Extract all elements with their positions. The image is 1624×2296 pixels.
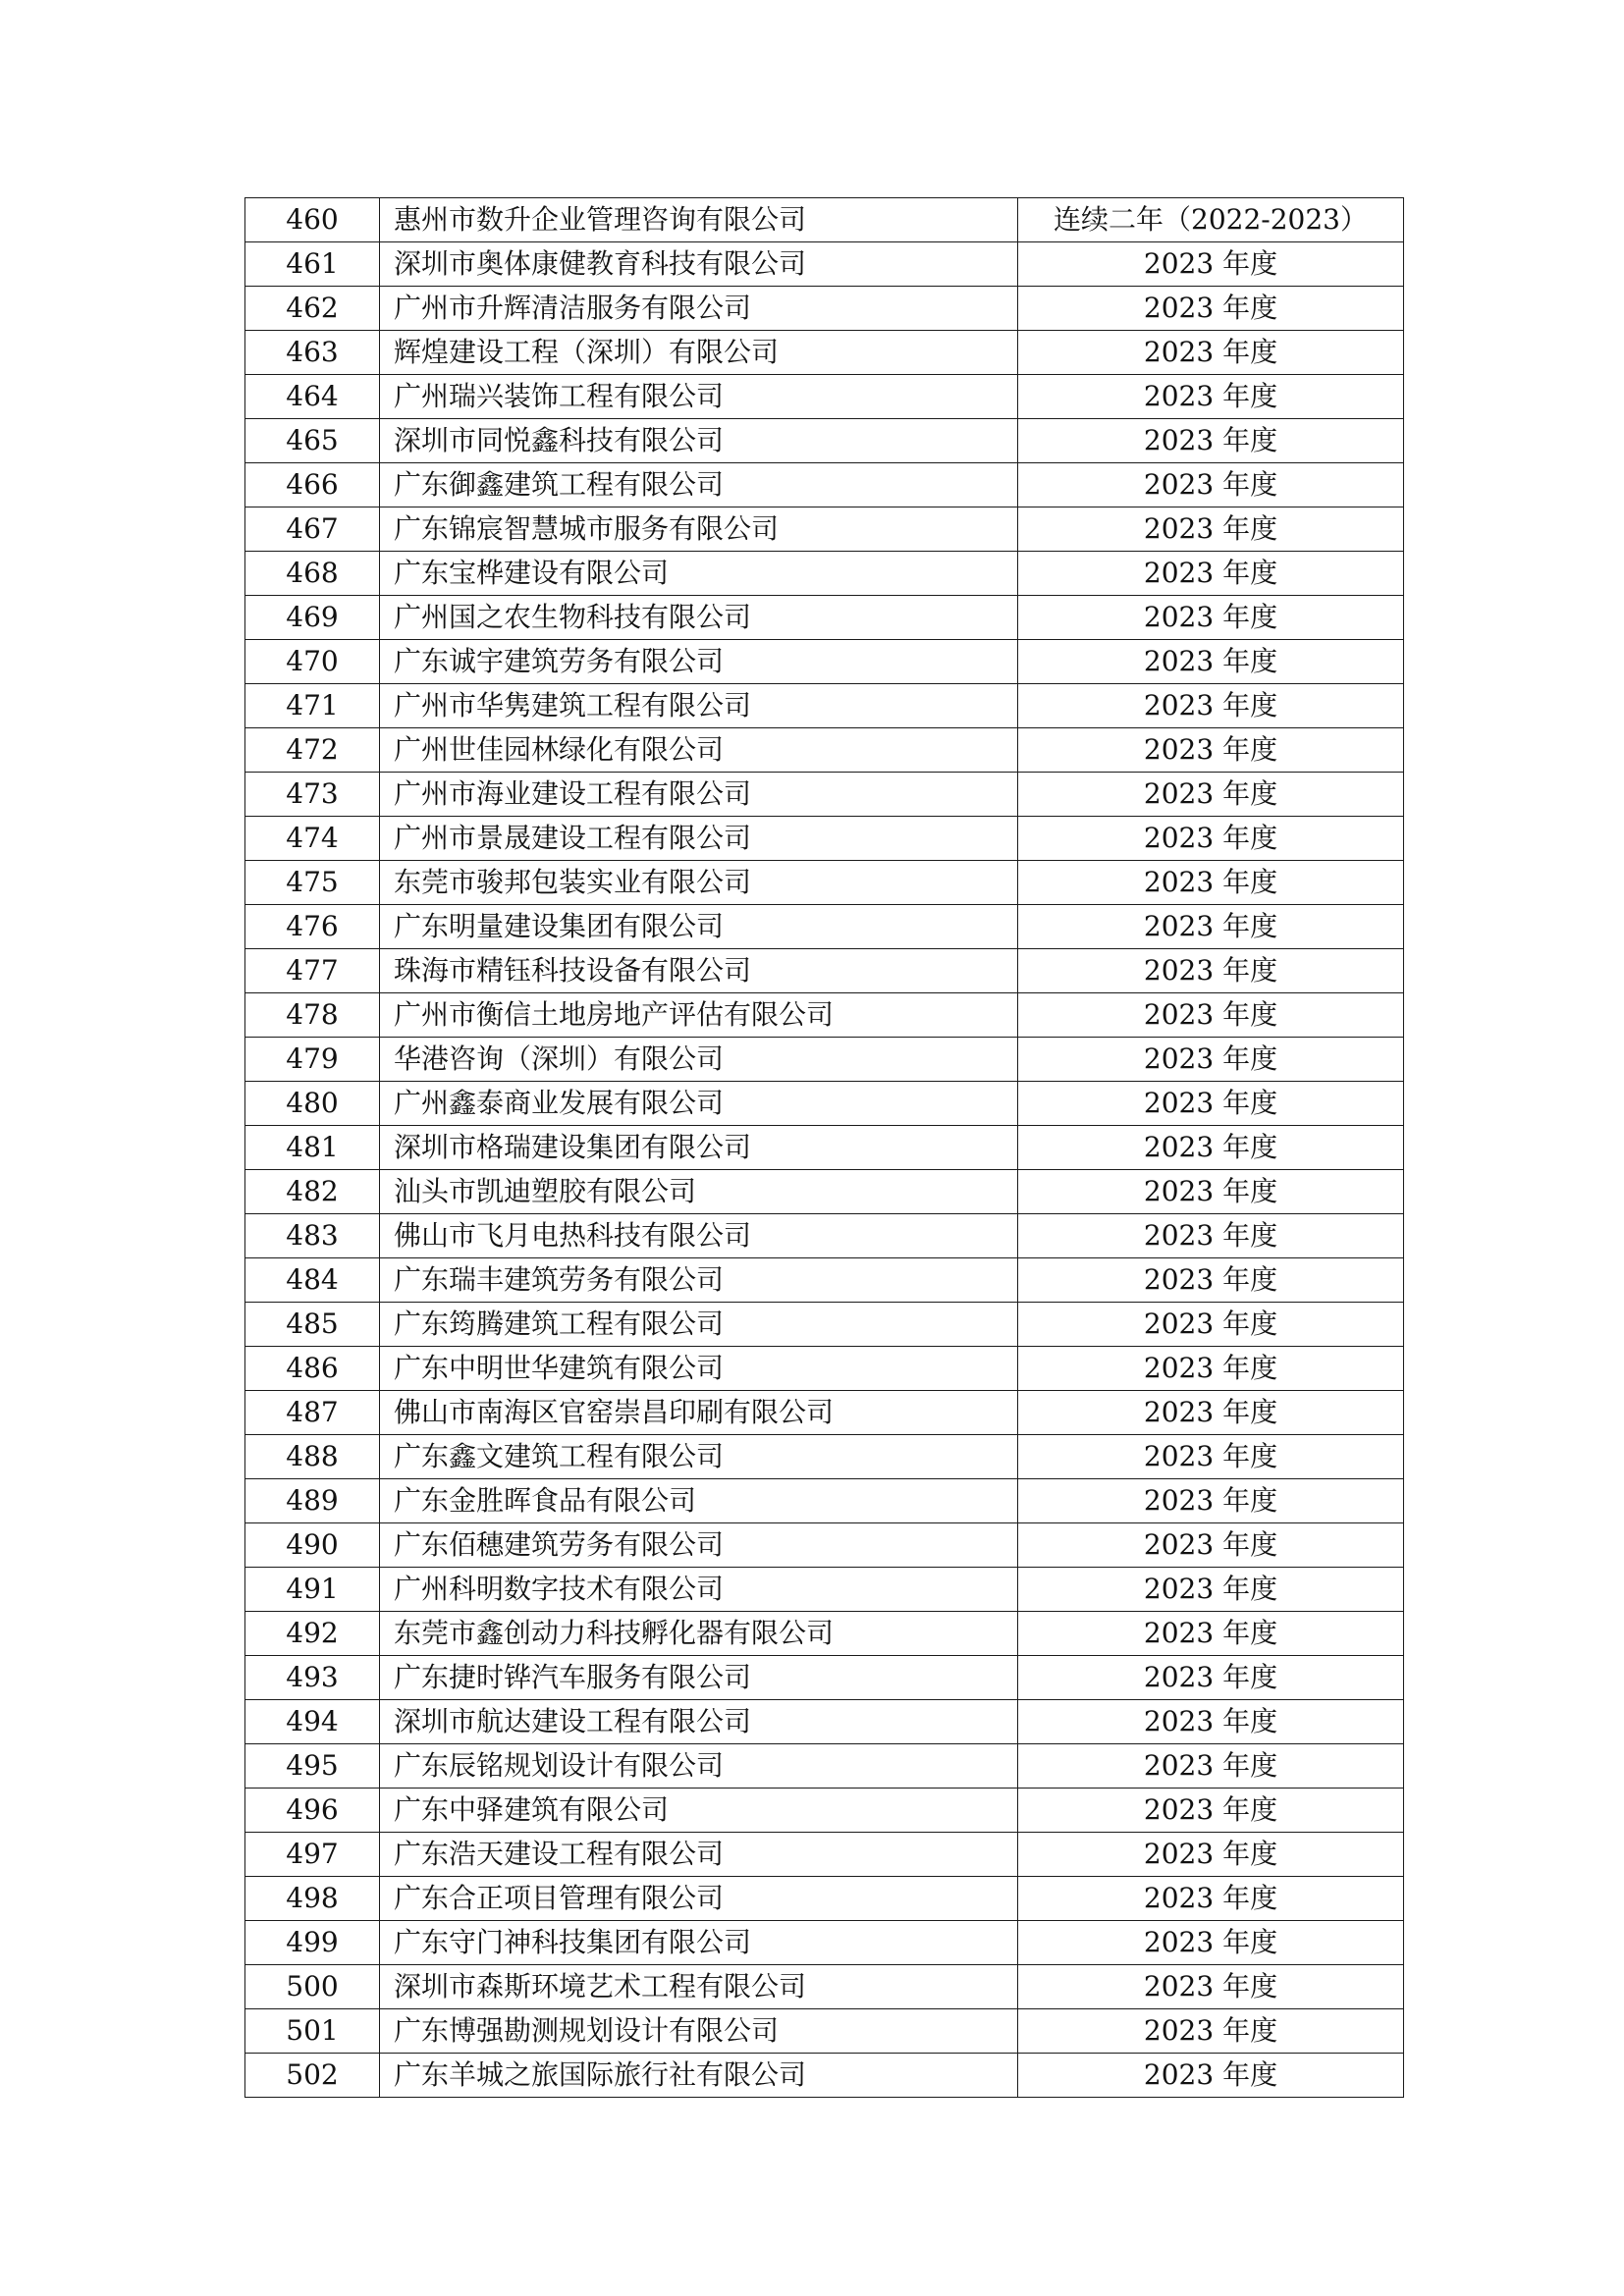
row-number-cell: 480	[245, 1082, 380, 1126]
company-name-cell: 汕头市凯迪塑胶有限公司	[380, 1170, 1018, 1214]
company-name-cell: 辉煌建设工程（深圳）有限公司	[380, 331, 1018, 375]
company-name-cell: 广东金胜晖食品有限公司	[380, 1479, 1018, 1523]
table-row	[245, 949, 1404, 993]
year-cell: 2023 年度	[1018, 419, 1404, 463]
year-cell: 2023 年度	[1018, 1258, 1404, 1303]
year-cell: 2023 年度	[1018, 1479, 1404, 1523]
table-row	[245, 1877, 1404, 1921]
year-cell: 2023 年度	[1018, 1347, 1404, 1391]
row-number-cell: 501	[245, 2009, 380, 2054]
row-number-cell: 475	[245, 861, 380, 905]
table-row	[245, 1479, 1404, 1523]
company-name-cell: 佛山市南海区官窑崇昌印刷有限公司	[380, 1391, 1018, 1435]
company-name-cell: 广州市景晟建设工程有限公司	[380, 817, 1018, 861]
row-number-cell: 472	[245, 728, 380, 773]
company-name-cell: 深圳市航达建设工程有限公司	[380, 1700, 1018, 1744]
company-name-cell: 广东守门神科技集团有限公司	[380, 1921, 1018, 1965]
company-name-cell: 深圳市同悦鑫科技有限公司	[380, 419, 1018, 463]
row-number-cell: 481	[245, 1126, 380, 1170]
row-number-cell: 489	[245, 1479, 380, 1523]
table-row	[245, 728, 1404, 773]
company-name-cell: 广东宝桦建设有限公司	[380, 552, 1018, 596]
row-number-cell: 476	[245, 905, 380, 949]
row-number-cell: 495	[245, 1744, 380, 1789]
row-number-cell: 497	[245, 1833, 380, 1877]
row-number-cell: 473	[245, 773, 380, 817]
company-name-cell: 深圳市森斯环境艺术工程有限公司	[380, 1965, 1018, 2009]
table-row	[245, 1038, 1404, 1082]
year-cell: 2023 年度	[1018, 463, 1404, 507]
table-row	[245, 1965, 1404, 2009]
row-number-cell: 482	[245, 1170, 380, 1214]
row-number-cell: 486	[245, 1347, 380, 1391]
table-row	[245, 2054, 1404, 2098]
table-row	[245, 1214, 1404, 1258]
year-cell: 2023 年度	[1018, 684, 1404, 728]
row-number-cell: 484	[245, 1258, 380, 1303]
row-number-cell: 477	[245, 949, 380, 993]
row-number-cell: 485	[245, 1303, 380, 1347]
year-cell: 2023 年度	[1018, 2009, 1404, 2054]
row-number-cell: 487	[245, 1391, 380, 1435]
table-row	[245, 861, 1404, 905]
company-name-cell: 东莞市鑫创动力科技孵化器有限公司	[380, 1612, 1018, 1656]
company-name-cell: 广东羊城之旅国际旅行社有限公司	[380, 2054, 1018, 2098]
company-name-cell: 深圳市奥体康健教育科技有限公司	[380, 242, 1018, 287]
company-name-cell: 广东鑫文建筑工程有限公司	[380, 1435, 1018, 1479]
year-cell: 2023 年度	[1018, 1921, 1404, 1965]
company-name-cell: 佛山市飞月电热科技有限公司	[380, 1214, 1018, 1258]
company-name-cell: 广东筠腾建筑工程有限公司	[380, 1303, 1018, 1347]
year-cell: 2023 年度	[1018, 242, 1404, 287]
table-row	[245, 1258, 1404, 1303]
row-number-cell: 490	[245, 1523, 380, 1568]
row-number-cell: 471	[245, 684, 380, 728]
row-number-cell: 500	[245, 1965, 380, 2009]
company-name-cell: 广东合正项目管理有限公司	[380, 1877, 1018, 1921]
row-number-cell: 468	[245, 552, 380, 596]
year-cell: 连续二年（2022-2023）	[1018, 198, 1404, 242]
table-row	[245, 419, 1404, 463]
company-name-cell: 广州国之农生物科技有限公司	[380, 596, 1018, 640]
year-cell: 2023 年度	[1018, 1877, 1404, 1921]
company-name-cell: 广东御鑫建筑工程有限公司	[380, 463, 1018, 507]
year-cell: 2023 年度	[1018, 331, 1404, 375]
table-row	[245, 1568, 1404, 1612]
year-cell: 2023 年度	[1018, 640, 1404, 684]
company-name-cell: 广州瑞兴装饰工程有限公司	[380, 375, 1018, 419]
table-row	[245, 1435, 1404, 1479]
table-row	[245, 773, 1404, 817]
table-row	[245, 1347, 1404, 1391]
year-cell: 2023 年度	[1018, 1082, 1404, 1126]
row-number-cell: 463	[245, 331, 380, 375]
company-name-cell: 广东中驿建筑有限公司	[380, 1789, 1018, 1833]
year-cell: 2023 年度	[1018, 1789, 1404, 1833]
year-cell: 2023 年度	[1018, 773, 1404, 817]
year-cell: 2023 年度	[1018, 287, 1404, 331]
company-name-cell: 广州市华隽建筑工程有限公司	[380, 684, 1018, 728]
year-cell: 2023 年度	[1018, 861, 1404, 905]
company-name-cell: 华港咨询（深圳）有限公司	[380, 1038, 1018, 1082]
table-row	[245, 1700, 1404, 1744]
company-name-cell: 珠海市精钰科技设备有限公司	[380, 949, 1018, 993]
table-row	[245, 1789, 1404, 1833]
year-cell: 2023 年度	[1018, 728, 1404, 773]
row-number-cell: 499	[245, 1921, 380, 1965]
company-name-cell: 广东诚宇建筑劳务有限公司	[380, 640, 1018, 684]
year-cell: 2023 年度	[1018, 1568, 1404, 1612]
table-row	[245, 993, 1404, 1038]
table-body	[245, 198, 1404, 2098]
year-cell: 2023 年度	[1018, 1214, 1404, 1258]
row-number-cell: 493	[245, 1656, 380, 1700]
year-cell: 2023 年度	[1018, 1700, 1404, 1744]
table-row	[245, 463, 1404, 507]
company-name-cell: 惠州市数升企业管理咨询有限公司	[380, 198, 1018, 242]
company-name-cell: 东莞市骏邦包装实业有限公司	[380, 861, 1018, 905]
year-cell: 2023 年度	[1018, 949, 1404, 993]
table-row	[245, 1391, 1404, 1435]
year-cell: 2023 年度	[1018, 507, 1404, 552]
company-name-cell: 广州市升辉清洁服务有限公司	[380, 287, 1018, 331]
year-cell: 2023 年度	[1018, 817, 1404, 861]
row-number-cell: 469	[245, 596, 380, 640]
table-row	[245, 1170, 1404, 1214]
table-row	[245, 287, 1404, 331]
table-row	[245, 1612, 1404, 1656]
table-row	[245, 1082, 1404, 1126]
table-row	[245, 1744, 1404, 1789]
year-cell: 2023 年度	[1018, 1435, 1404, 1479]
row-number-cell: 470	[245, 640, 380, 684]
row-number-cell: 462	[245, 287, 380, 331]
row-number-cell: 498	[245, 1877, 380, 1921]
company-name-cell: 广东辰铭规划设计有限公司	[380, 1744, 1018, 1789]
table-row	[245, 1126, 1404, 1170]
row-number-cell: 488	[245, 1435, 380, 1479]
year-cell: 2023 年度	[1018, 1656, 1404, 1700]
table-row	[245, 817, 1404, 861]
year-cell: 2023 年度	[1018, 596, 1404, 640]
table-row	[245, 684, 1404, 728]
company-name-cell: 广东浩天建设工程有限公司	[380, 1833, 1018, 1877]
table-row	[245, 905, 1404, 949]
company-name-cell: 广东博强勘测规划设计有限公司	[380, 2009, 1018, 2054]
table-row	[245, 1833, 1404, 1877]
row-number-cell: 464	[245, 375, 380, 419]
row-number-cell: 461	[245, 242, 380, 287]
table-row	[245, 640, 1404, 684]
row-number-cell: 496	[245, 1789, 380, 1833]
table-row	[245, 375, 1404, 419]
row-number-cell: 483	[245, 1214, 380, 1258]
company-name-cell: 广州市海业建设工程有限公司	[380, 773, 1018, 817]
company-list-table	[244, 197, 1404, 2098]
year-cell: 2023 年度	[1018, 993, 1404, 1038]
row-number-cell: 492	[245, 1612, 380, 1656]
company-name-cell: 广州鑫泰商业发展有限公司	[380, 1082, 1018, 1126]
year-cell: 2023 年度	[1018, 1303, 1404, 1347]
row-number-cell: 491	[245, 1568, 380, 1612]
year-cell: 2023 年度	[1018, 2054, 1404, 2098]
row-number-cell: 466	[245, 463, 380, 507]
year-cell: 2023 年度	[1018, 1391, 1404, 1435]
row-number-cell: 467	[245, 507, 380, 552]
table-row	[245, 331, 1404, 375]
year-cell: 2023 年度	[1018, 1965, 1404, 2009]
year-cell: 2023 年度	[1018, 1523, 1404, 1568]
year-cell: 2023 年度	[1018, 1126, 1404, 1170]
table-row	[245, 198, 1404, 242]
year-cell: 2023 年度	[1018, 1612, 1404, 1656]
row-number-cell: 494	[245, 1700, 380, 1744]
year-cell: 2023 年度	[1018, 1744, 1404, 1789]
company-name-cell: 广东瑞丰建筑劳务有限公司	[380, 1258, 1018, 1303]
table-row	[245, 2009, 1404, 2054]
year-cell: 2023 年度	[1018, 1038, 1404, 1082]
row-number-cell: 502	[245, 2054, 380, 2098]
company-name-cell: 广东捷时铧汽车服务有限公司	[380, 1656, 1018, 1700]
company-name-cell: 深圳市格瑞建设集团有限公司	[380, 1126, 1018, 1170]
year-cell: 2023 年度	[1018, 1170, 1404, 1214]
company-name-cell: 广州科明数字技术有限公司	[380, 1568, 1018, 1612]
company-name-cell: 广东佰穗建筑劳务有限公司	[380, 1523, 1018, 1568]
table-row	[245, 1656, 1404, 1700]
row-number-cell: 478	[245, 993, 380, 1038]
table-row	[245, 596, 1404, 640]
year-cell: 2023 年度	[1018, 375, 1404, 419]
company-name-cell: 广东明量建设集团有限公司	[380, 905, 1018, 949]
table-row	[245, 1921, 1404, 1965]
year-cell: 2023 年度	[1018, 1833, 1404, 1877]
company-name-cell: 广东锦宸智慧城市服务有限公司	[380, 507, 1018, 552]
year-cell: 2023 年度	[1018, 552, 1404, 596]
table-row	[245, 1303, 1404, 1347]
table-row	[245, 552, 1404, 596]
row-number-cell: 474	[245, 817, 380, 861]
row-number-cell: 479	[245, 1038, 380, 1082]
table-row	[245, 1523, 1404, 1568]
table-row	[245, 242, 1404, 287]
company-name-cell: 广州市衡信土地房地产评估有限公司	[380, 993, 1018, 1038]
year-cell: 2023 年度	[1018, 905, 1404, 949]
row-number-cell: 460	[245, 198, 380, 242]
company-name-cell: 广东中明世华建筑有限公司	[380, 1347, 1018, 1391]
table-row	[245, 507, 1404, 552]
company-name-cell: 广州世佳园林绿化有限公司	[380, 728, 1018, 773]
row-number-cell: 465	[245, 419, 380, 463]
